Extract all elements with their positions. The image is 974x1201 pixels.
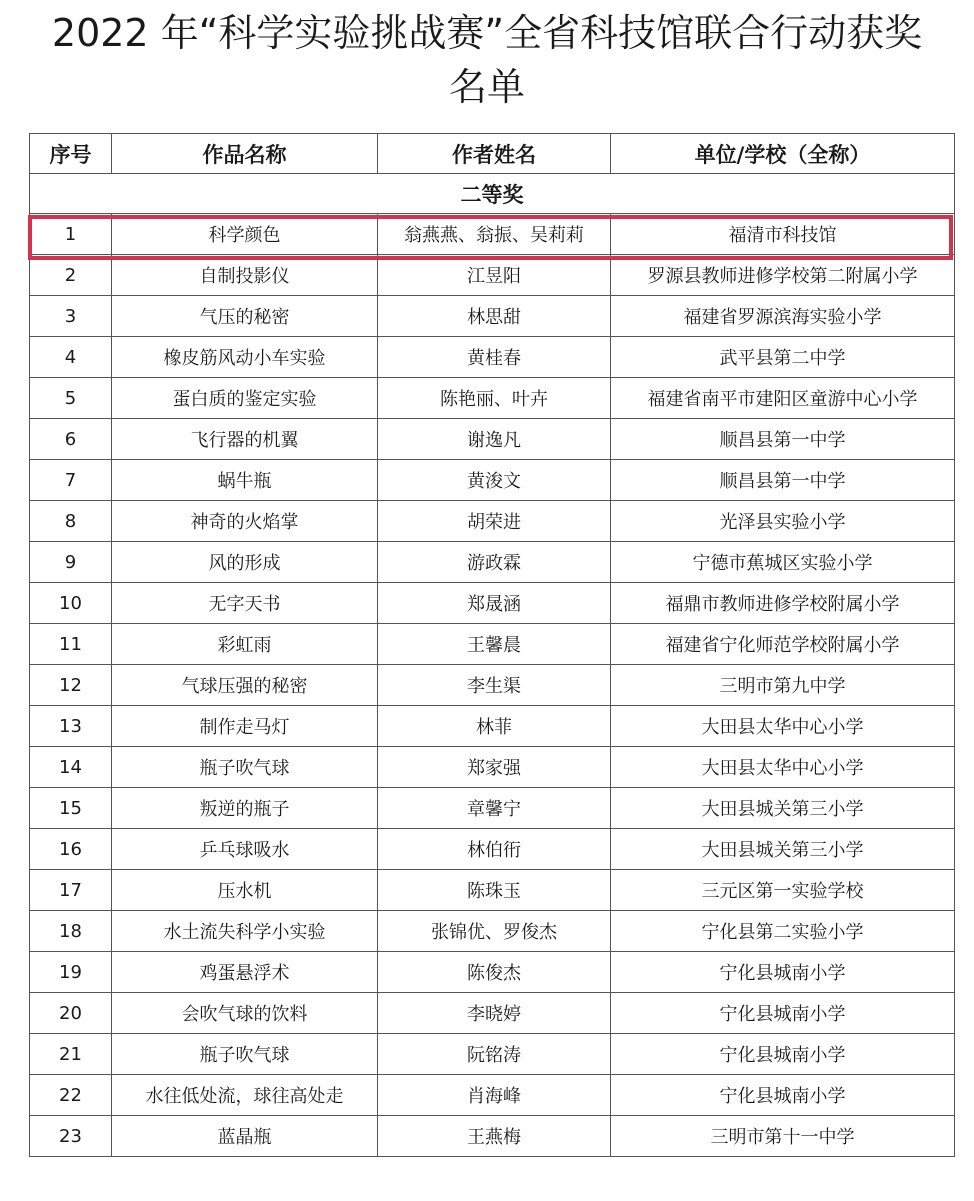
table-row <box>30 706 955 747</box>
header-author: 作者姓名 <box>378 134 611 174</box>
table-row <box>30 829 955 870</box>
cell-unit: 三元区第一实验学校 <box>611 870 955 911</box>
cell-author: 林伯衎 <box>378 829 611 870</box>
cell-author: 翁燕燕、翁振、吴莉莉 <box>378 214 611 255</box>
cell-unit: 宁化县城南小学 <box>611 1075 955 1116</box>
cell-number: 1 <box>30 214 112 255</box>
cell-unit: 大田县太华中心小学 <box>611 706 955 747</box>
cell-number: 3 <box>30 296 112 337</box>
cell-unit: 三明市第九中学 <box>611 665 955 706</box>
award-table-body <box>30 174 955 1157</box>
cell-work-name: 神奇的火焰掌 <box>112 501 378 542</box>
cell-work-name: 风的形成 <box>112 542 378 583</box>
header-number: 序号 <box>30 134 112 174</box>
header-row <box>30 134 955 174</box>
cell-work-name: 飞行器的机翼 <box>112 419 378 460</box>
table-row <box>30 911 955 952</box>
cell-work-name: 水土流失科学小实验 <box>112 911 378 952</box>
cell-unit: 宁化县城南小学 <box>611 993 955 1034</box>
cell-unit: 福建省宁化师范学校附属小学 <box>611 624 955 665</box>
cell-author: 林思甜 <box>378 296 611 337</box>
cell-number: 10 <box>30 583 112 624</box>
cell-unit: 宁化县城南小学 <box>611 1034 955 1075</box>
cell-work-name: 气压的秘密 <box>112 296 378 337</box>
cell-work-name: 橡皮筋风动小车实验 <box>112 337 378 378</box>
cell-work-name: 乒乓球吸水 <box>112 829 378 870</box>
cell-work-name: 科学颜色 <box>112 214 378 255</box>
cell-unit: 罗源县教师进修学校第二附属小学 <box>611 255 955 296</box>
cell-work-name: 无字天书 <box>112 583 378 624</box>
cell-number: 6 <box>30 419 112 460</box>
cell-number: 16 <box>30 829 112 870</box>
cell-work-name: 彩虹雨 <box>112 624 378 665</box>
cell-unit: 宁化县第二实验小学 <box>611 911 955 952</box>
table-row <box>30 747 955 788</box>
cell-number: 20 <box>30 993 112 1034</box>
cell-author: 陈俊杰 <box>378 952 611 993</box>
cell-number: 4 <box>30 337 112 378</box>
cell-work-name: 会吹气球的饮料 <box>112 993 378 1034</box>
cell-number: 5 <box>30 378 112 419</box>
cell-work-name: 制作走马灯 <box>112 706 378 747</box>
table-row <box>30 378 955 419</box>
cell-author: 黄桂春 <box>378 337 611 378</box>
cell-work-name: 压水机 <box>112 870 378 911</box>
cell-work-name: 自制投影仪 <box>112 255 378 296</box>
table-row <box>30 870 955 911</box>
table-row <box>30 1116 955 1157</box>
cell-work-name: 瓶子吹气球 <box>112 1034 378 1075</box>
cell-author: 李晓婷 <box>378 993 611 1034</box>
cell-author: 江昱阳 <box>378 255 611 296</box>
table-row <box>30 952 955 993</box>
cell-unit: 福鼎市教师进修学校附属小学 <box>611 583 955 624</box>
table-row <box>30 788 955 829</box>
cell-number: 9 <box>30 542 112 583</box>
cell-work-name: 蜗牛瓶 <box>112 460 378 501</box>
table-row <box>30 1075 955 1116</box>
table-row <box>30 665 955 706</box>
cell-work-name: 气球压强的秘密 <box>112 665 378 706</box>
title-line-1: 2022 年“科学实验挑战赛”全省科技馆联合行动获奖 <box>51 11 923 55</box>
table-row <box>30 542 955 583</box>
table-row <box>30 337 955 378</box>
cell-work-name: 鸡蛋悬浮术 <box>112 952 378 993</box>
table-row <box>30 583 955 624</box>
cell-number: 11 <box>30 624 112 665</box>
category-row <box>30 174 955 214</box>
cell-number: 12 <box>30 665 112 706</box>
cell-unit: 宁德市蕉城区实验小学 <box>611 542 955 583</box>
table-row <box>30 1034 955 1075</box>
cell-unit: 大田县太华中心小学 <box>611 747 955 788</box>
table-row <box>30 501 955 542</box>
table-row <box>30 624 955 665</box>
cell-author: 李生渠 <box>378 665 611 706</box>
table-row <box>30 214 955 255</box>
cell-unit: 宁化县城南小学 <box>611 952 955 993</box>
cell-number: 2 <box>30 255 112 296</box>
cell-author: 林菲 <box>378 706 611 747</box>
cell-unit: 大田县城关第三小学 <box>611 829 955 870</box>
cell-number: 23 <box>30 1116 112 1157</box>
cell-work-name: 蓝晶瓶 <box>112 1116 378 1157</box>
cell-unit: 福建省南平市建阳区童游中心小学 <box>611 378 955 419</box>
title-line-2: 名单 <box>448 65 525 109</box>
cell-number: 19 <box>30 952 112 993</box>
cell-author: 郑家强 <box>378 747 611 788</box>
cell-unit: 福清市科技馆 <box>611 214 955 255</box>
cell-author: 章馨宁 <box>378 788 611 829</box>
document-title <box>0 6 974 114</box>
cell-number: 15 <box>30 788 112 829</box>
cell-author: 肖海峰 <box>378 1075 611 1116</box>
cell-unit: 顺昌县第一中学 <box>611 460 955 501</box>
cell-number: 21 <box>30 1034 112 1075</box>
cell-work-name: 叛逆的瓶子 <box>112 788 378 829</box>
cell-author: 黄浚文 <box>378 460 611 501</box>
cell-author: 陈艳丽、叶卉 <box>378 378 611 419</box>
cell-unit: 顺昌县第一中学 <box>611 419 955 460</box>
cell-author: 王馨晨 <box>378 624 611 665</box>
cell-author: 陈珠玉 <box>378 870 611 911</box>
cell-author: 胡荣进 <box>378 501 611 542</box>
table-row <box>30 255 955 296</box>
cell-author: 游政霖 <box>378 542 611 583</box>
cell-number: 8 <box>30 501 112 542</box>
cell-unit: 光泽县实验小学 <box>611 501 955 542</box>
cell-number: 14 <box>30 747 112 788</box>
award-table <box>29 133 955 1157</box>
header-work-name: 作品名称 <box>112 134 378 174</box>
cell-author: 张锦优、罗俊杰 <box>378 911 611 952</box>
cell-work-name: 蛋白质的鉴定实验 <box>112 378 378 419</box>
cell-unit: 三明市第十一中学 <box>611 1116 955 1157</box>
cell-author: 阮铭涛 <box>378 1034 611 1075</box>
cell-work-name: 瓶子吹气球 <box>112 747 378 788</box>
header-unit: 单位/学校（全称） <box>611 134 955 174</box>
cell-author: 谢逸凡 <box>378 419 611 460</box>
category-label: 二等奖 <box>30 174 955 214</box>
table-row <box>30 460 955 501</box>
cell-number: 7 <box>30 460 112 501</box>
cell-author: 王燕梅 <box>378 1116 611 1157</box>
cell-unit: 福建省罗源滨海实验小学 <box>611 296 955 337</box>
cell-unit: 大田县城关第三小学 <box>611 788 955 829</box>
table-row <box>30 419 955 460</box>
cell-author: 郑晟涵 <box>378 583 611 624</box>
cell-number: 18 <box>30 911 112 952</box>
cell-unit: 武平县第二中学 <box>611 337 955 378</box>
cell-number: 22 <box>30 1075 112 1116</box>
table-row <box>30 296 955 337</box>
cell-number: 13 <box>30 706 112 747</box>
cell-number: 17 <box>30 870 112 911</box>
cell-work-name: 水往低处流，球往高处走 <box>112 1075 378 1116</box>
table-row <box>30 993 955 1034</box>
